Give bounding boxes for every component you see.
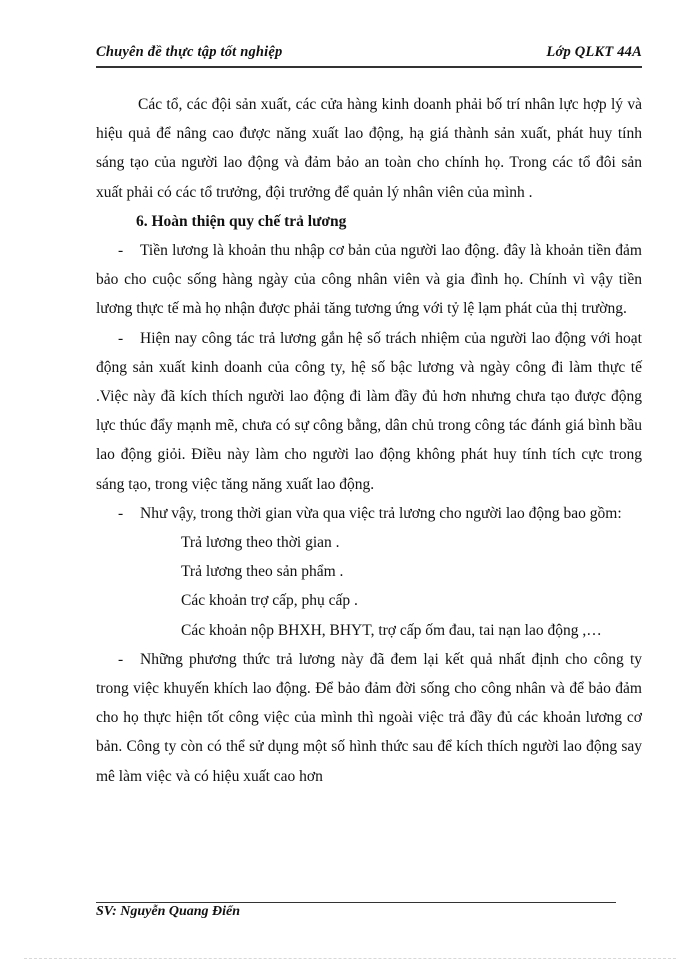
bullet-dash: -: [118, 650, 124, 668]
closing-text: Những phương thức trả lương này đã đem lại kết quả nhất định cho công ty trong việc khuyến khích lao động. Để bảo đảm đời sống cho công nhân và để bảo đảm cho họ thực hiện tốt công việc của mình thì ngoài việc trả đầy đủ các khoản lương cơ bản. Công ty còn có thể sử dụng một số hình thức sau để kích thích người lao động say mê làm việc và có hiệu xuất cao hơn: [96, 650, 642, 785]
list-item: Trả lương theo thời gian .: [181, 534, 340, 552]
bullet-paragraph: [96, 324, 642, 499]
bullet-paragraph: [96, 236, 642, 324]
footer-author: SV: Nguyễn Quang Điển: [96, 904, 241, 919]
bullet-dash: -: [118, 329, 124, 347]
page-break-divider: [24, 958, 676, 959]
bullet-text: Như vậy, trong thời gian vừa qua việc trả lương cho người lao động bao gồm:: [140, 504, 622, 522]
header-class: Lớp QLKT 44A: [546, 44, 642, 60]
list-item: Các khoản trợ cấp, phụ cấp .: [181, 592, 358, 610]
bullet-text: Tiền lương là khoản thu nhập cơ bản của người lao động. đây là khoản tiền đảm bảo cho cuộc sống hàng ngày của công nhân viên và gia đình họ. Chính vì vậy tiền lương thực tế mà họ nhận được phải tăng tương ứng với tỷ lệ lạm phát của thị trường.: [96, 242, 642, 318]
bullet-dash: -: [118, 504, 124, 522]
bullet-paragraph: [96, 645, 642, 791]
bullet-text: Hiện nay công tác trả lương gắn hệ số trách nhiệm của người lao động với hoạt động sản xuất kinh doanh của công ty, hệ số bậc lương và ngày công đi làm thực tế .Việc này đã kích thích người lao động đi làm đầy đủ hơn nhưng chưa tạo được động lực thúc đẩy mạnh mẽ, chưa có sự công bằng, dân chủ trong công tác đánh giá bình bầu lao động giỏi. Điều này làm cho người lao động không phát huy tính tích cực trong sáng tạo, trong việc tăng năng xuất lao động.: [96, 329, 642, 493]
header-title: Chuyên đề thực tập tốt nghiệp: [96, 44, 283, 60]
footer-divider: [96, 902, 616, 903]
page-header: [96, 40, 642, 68]
document-body: [96, 90, 642, 791]
bullet-dash: -: [118, 242, 124, 260]
section-heading: 6. Hoàn thiện quy chế trả lương: [136, 212, 347, 230]
list-item: Trả lương theo sản phẩm .: [181, 563, 344, 581]
list-item: Các khoản nộp BHXH, BHYT, trợ cấp ốm đau, tai nạn lao động ,…: [181, 621, 602, 639]
bullet-paragraph: [96, 499, 642, 528]
intro-paragraph: Các tổ, các đội sản xuất, các cửa hàng kinh doanh phải bố trí nhân lực hợp lý và hiệu quả để nâng cao được năng xuất lao động, hạ giá thành sản xuất, phát huy tính sáng tạo của người lao động và đảm bảo an toàn cho chính họ. Trong các tổ đôi sản xuất phải có các tổ trưởng, đội trưởng để quản lý nhân viên của mình .: [96, 96, 642, 201]
